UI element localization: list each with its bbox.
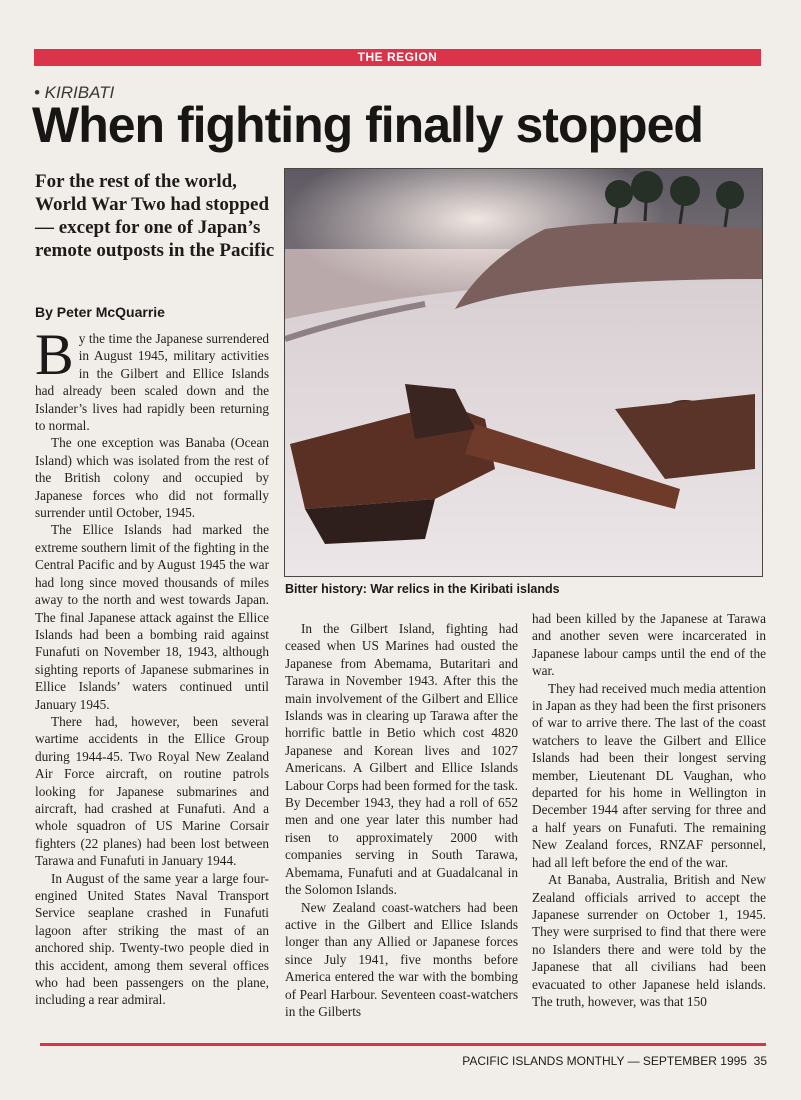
kicker: • KIRIBATI — [34, 83, 115, 102]
page-number: 35 — [753, 1054, 767, 1068]
body-column-3 — [532, 610, 766, 1010]
deck: For the rest of the world, World War Two had stopped — except for one of Japan’s remote outposts in the Pacific — [35, 171, 275, 261]
page-footer — [462, 1054, 767, 1068]
paragraph: They had received much media attention in Japan as they had been the first prisoners of war to arrive there. The last of the coast watchers to leave the Gilbert and Ellice Islands had been their longest serving member, Lieutenant DL Vaughan, who departed for his home in Wellington in December 1944 after serving for three and a half years on Funafuti. The remaining New Zealand forces, RNZAF personnel, had all left before the end of the war. — [532, 680, 766, 870]
byline: By Peter McQuarrie — [35, 304, 165, 320]
paragraph: had been killed by the Japanese at Tarawa and another seven were incarcerated in Japanese labour camps until the end of the war. — [532, 611, 766, 679]
beach-photo-illustration — [285, 169, 762, 576]
paragraph: At Banaba, Australia, British and New Zealand officials arrived to accept the Japanese surrender on October 1, 1945. They were surprised to find that there were no Islanders there and were told by the Japanese that all civilians had been evacuated to other Japanese held islands. The truth, however, was that 150 — [532, 872, 766, 1009]
body-column-2 — [285, 620, 518, 1020]
drop-cap: B — [35, 322, 74, 387]
paragraph: There had, however, been several wartime accidents in the Ellice Group during 1944-45. Two Royal New Zealand Air Force aircraft, on routine patrols looking for Japanese submarines and aircraft, had crashed at Funafuti. And a whole squadron of US Marine Corsair fighters (22 planes) had been lost between Tarawa and Funafuti in January 1944. — [35, 713, 269, 869]
paragraph: The Ellice Islands had marked the extreme southern limit of the fighting in the Central Pacific and by August 1945 the war had long since moved thousands of miles away to the north and west towards Japan. The final Japanese attack against the Ellice Islands had been a bombing raid against Funafuti on November 18, 1943, although sighting reports of Japanese submarines in Ellice Islands’ waters continued until January 1945. — [35, 522, 269, 712]
section-banner: THE REGION — [34, 49, 761, 66]
paragraph: In the Gilbert Island, fighting had ceased when US Marines had ousted the Japanese from Abemama, Butaritari and Tarawa in November 1943. After this the main involvement of the Gilbert and Ellice Islands was in clearing up Tarawa after the horrific battle in Betio which cost 4820 Japanese and Korean lives and 1027 Americans. A Gilbert and Ellice Islands Labour Corps had been formed for the task. By December 1943, they had a roll of 652 men and one year later this number had risen to approximately 2000 with companies serving in South Tarawa, Abemama, Funafuti and at Guadalcanal in the Solomon Islands. — [285, 621, 518, 898]
paragraph: By the time the Japanese surrendered in August 1945, military activities in the Gilbert and Ellice Islands had already been scaled down and the Islander’s lives had rapidly been returning to normal. — [35, 322, 269, 434]
paragraph: The one exception was Banaba (Ocean Island) which was isolated from the rest of the British colony and occupied by Japanese forces who did not formally surrender until October, 1945. — [35, 435, 269, 521]
photo-war-relics — [284, 168, 763, 577]
body-column-1 — [35, 322, 269, 1009]
headline: When fighting finally stopped — [32, 97, 703, 153]
paragraph: New Zealand coast-watchers had been active in the Gilbert and Ellice Islands longer than any Allied or Japanese forces since July 1941, five months before America entered the war with the bombing of Pearl Harbour. Seventeen coast-watchers in the Gilberts — [285, 899, 518, 1019]
photo-caption: Bitter history: War relics in the Kiribati islands — [285, 582, 560, 596]
footer-publication: PACIFIC ISLANDS MONTHLY — SEPTEMBER 1995 — [462, 1054, 747, 1068]
bottom-rule — [40, 1043, 766, 1046]
paragraph: In August of the same year a large four-engined United States Naval Transport Service seaplane crashed in Funafuti lagoon after striking the mast of an anchored ship. Twenty-two people died in this accident, among them several offices who had been passengers on the plane, including a rear admiral. — [35, 870, 269, 1008]
